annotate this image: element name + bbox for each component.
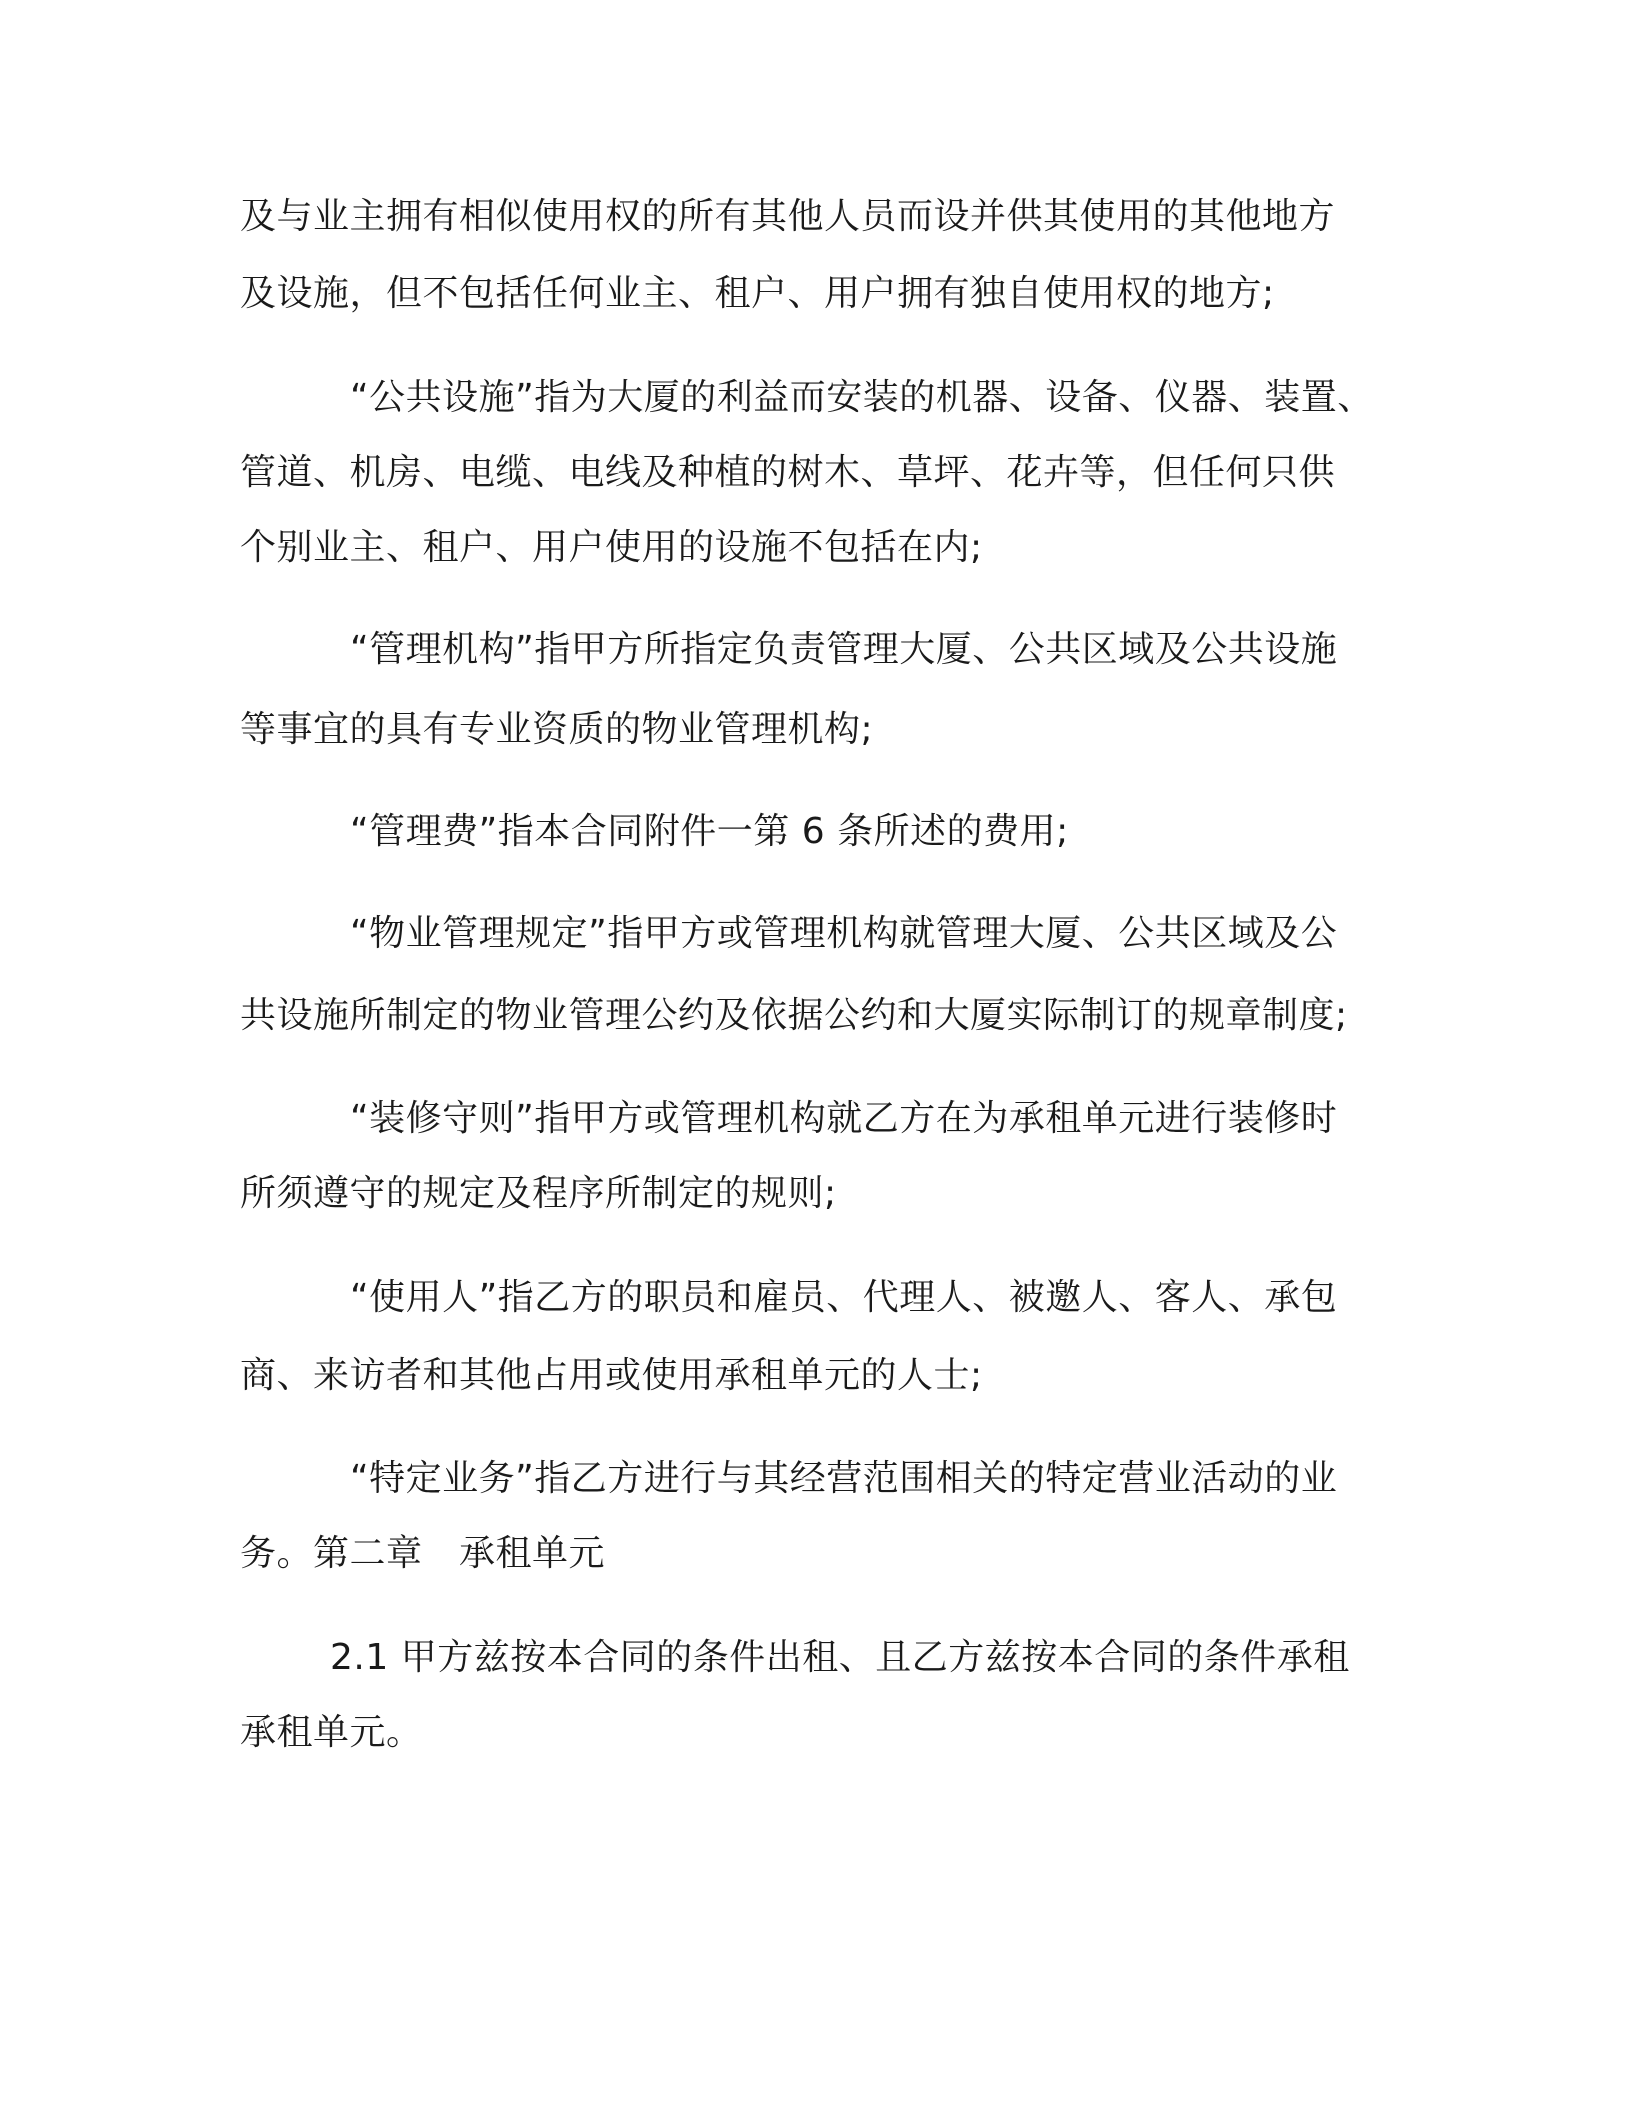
- text-line: 所须遵守的规定及程序所制定的规则;: [240, 1173, 837, 1214]
- text-line: 及设施，但不包括任何业主、租户、用户拥有独自使用权的地方;: [240, 273, 1275, 314]
- text-line: 等事宜的具有专业资质的物业管理机构;: [240, 709, 874, 750]
- chapter-heading-line: 务。第二章 承租单元: [240, 1533, 606, 1574]
- text-line: 共设施所制定的物业管理公约及依据公约和大厦实际制订的规章制度;: [240, 995, 1348, 1036]
- text-line: 及与业主拥有相似使用权的所有其他人员而设并供其使用的其他地方: [240, 196, 1336, 237]
- text-line: 商、来访者和其他占用或使用承租单元的人士;: [240, 1355, 983, 1396]
- text-line: 承租单元。: [240, 1712, 423, 1753]
- paragraph-start-line: “公共设施”指为大厦的利益而安装的机器、设备、仪器、装置、: [350, 377, 1374, 418]
- clause-line: 2.1 甲方兹按本合同的条件出租、且乙方兹按本合同的条件承租: [330, 1637, 1350, 1678]
- text-line: 个别业主、租户、用户使用的设施不包括在内;: [240, 527, 983, 568]
- paragraph-start-line: “管理费”指本合同附件一第 6 条所述的费用;: [350, 811, 1069, 852]
- paragraph-start-line: “装修守则”指甲方或管理机构就乙方在为承租单元进行装修时: [350, 1098, 1338, 1139]
- paragraph-start-line: “使用人”指乙方的职员和雇员、代理人、被邀人、客人、承包: [350, 1277, 1338, 1318]
- paragraph-start-line: “管理机构”指甲方所指定负责管理大厦、公共区域及公共设施: [350, 629, 1338, 670]
- paragraph-start-line: “物业管理规定”指甲方或管理机构就管理大厦、公共区域及公: [350, 913, 1338, 954]
- text-line: 管道、机房、电缆、电线及种植的树木、草坪、花卉等，但任何只供: [240, 452, 1336, 493]
- paragraph-start-line: “特定业务”指乙方进行与其经营范围相关的特定营业活动的业: [350, 1458, 1338, 1499]
